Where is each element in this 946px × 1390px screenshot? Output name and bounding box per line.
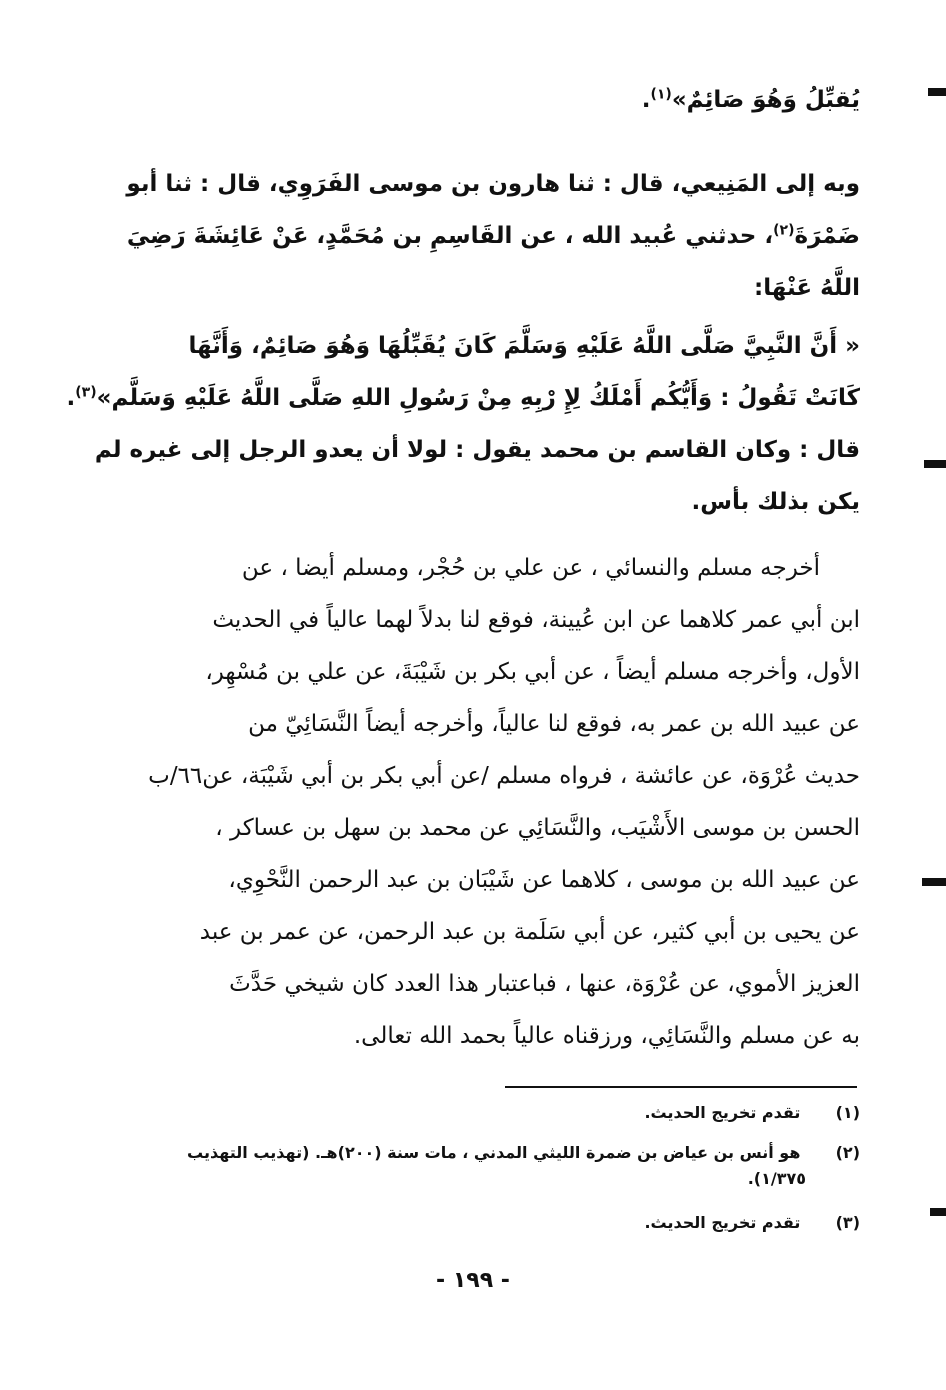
text-line: عن عبيد الله بن موسى ، كلاهما عن شَيْبَان بن عبد الرحمن النَّحْوِي، <box>228 867 860 893</box>
footnote-divider <box>505 1086 857 1088</box>
footnote-number: (٢) <box>835 1143 860 1162</box>
footnote-text: تقدم تخريج الحديث. <box>644 1213 801 1232</box>
text-line: عن عبيد الله بن عمر به، فوقع لنا عالياً، وأخرجه أيضاً النَّسَائِيّ من <box>248 711 860 737</box>
scan-edge-mark <box>928 88 946 96</box>
text-line: يكن بذلك بأس. <box>691 489 860 515</box>
text-line: ابن أبي عمر كلاهما عن ابن عُيينة، فوقع لنا بدلاً لهما عالياً في الحديث <box>212 607 860 633</box>
footnote-text: تقدم تخريج الحديث. <box>644 1103 801 1122</box>
text-line: اللَّهُ عَنْهَا: <box>754 275 860 301</box>
text-line: الأول، وأخرجه مسلم أيضاً ، عن أبي بكر بن شَيْبَةَ، عن علي بن مُسْهِر، <box>205 659 860 685</box>
text-line: عن يحيى بن أبي كثير، عن أبي سَلَمة بن عبد الرحمن، عن عمر بن عبد <box>199 919 860 945</box>
text-line: يُقبِّلُ وَهُوَ صَائِمٌ»$^{(١)}$. <box>641 86 860 113</box>
text-line: أخرجه مسلم والنسائي ، عن علي بن حُجْر، ومسلم أيضا ، عن <box>241 555 820 581</box>
paragraph-hadith-matn <box>66 320 860 528</box>
footnote-1 <box>185 1100 860 1126</box>
footnote-ref: (١) <box>650 86 672 103</box>
text-line: « أَنَّ النَّبِيَّ صَلَّى اللَّهُ عَلَيْهِ وَسَلَّمَ كَانَ يُقَبِّلُهَا وَهُوَ صَائِمٌ، وَأَنَّهَا <box>188 333 860 359</box>
text-line: ضَمْرَةَ$^{(٢)}$، حدثني عُبيد الله ، عن القَاسِمِ بن مُحَمَّدٍ، عَنْ عَائِشَةَ رَضِيَ <box>126 222 860 249</box>
footnote-text: هو أنس بن عياض بن ضمرة الليثي المدني ، مات سنة (٢٠٠)هـ. (تهذيب التهذيب <box>187 1143 801 1162</box>
footnote-ref: (٣) <box>75 384 97 401</box>
paragraph-isnad <box>126 158 860 314</box>
page-number: - ١٩٩ - <box>436 1268 510 1293</box>
footnote-3 <box>185 1210 860 1236</box>
scan-edge-mark <box>930 1208 946 1216</box>
paragraph-takhrij <box>148 542 860 1062</box>
footnote-number: (١) <box>835 1103 860 1122</box>
scan-edge-mark <box>922 878 946 886</box>
scan-edge-mark <box>924 460 946 468</box>
text-line: حديث عُرْوَة، عن عائشة ، فرواه مسلم /عن أبي بكر بن أبي شَيْبَة، عن٦٦/ب <box>148 763 860 789</box>
footnote-ref: (٢) <box>773 222 795 239</box>
footnote-text-continuation: ١/٣٧٥). <box>747 1169 806 1188</box>
text-line: قال : وكان القاسم بن محمد يقول : لولا أن يعدو الرجل إلى غيره لم <box>94 437 860 463</box>
text-line: وبه إلى المَنِيعي، قال : ثنا هارون بن موسى الفَرَوِي، قال : ثنا أبو <box>126 171 860 197</box>
text-line: به عن مسلم والنَّسَائِي، ورزقناه عالياً بحمد الله تعالى. <box>353 1023 860 1049</box>
text-line: الحسن بن موسى الأَشْيَب، والنَّسَائِي عن محمد بن سهل بن عساكر ، <box>215 815 860 841</box>
paragraph-hadith-end <box>185 74 860 126</box>
footnote-number: (٣) <box>835 1213 860 1232</box>
text-line: كَانَتْ تَقُولُ : وَأَيُّكُم أَمْلَكُ لِإِ رْبِهِ مِنْ رَسُولِ اللهِ صَلَّى اللَّهُ عَلَيْهِ وَسَلَّم»$^{(٣)}$. <box>66 384 860 411</box>
footnote-2 <box>185 1140 860 1192</box>
text-line: العزيز الأموي، عن عُرْوَة، عنها ، فباعتبار هذا العدد كان شيخي حَدَّثَ <box>229 971 860 997</box>
